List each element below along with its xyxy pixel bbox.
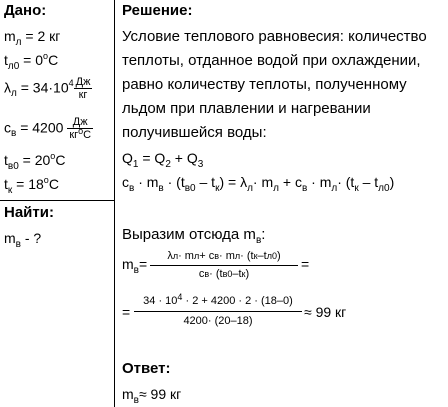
given-ice-mass: $m_л = 2$ кг <box>4 28 61 48</box>
solution-text-line-5: получившейся воды: <box>122 124 267 141</box>
answer-value: $m_в\approx 99$ кг <box>122 386 182 406</box>
find-water-mass: $m_в$ - ? <box>4 230 42 250</box>
formula-numerator: λл· mл+ cв· mл· (tк–tл0) <box>167 250 281 262</box>
given-find-divider <box>0 200 114 201</box>
answer-heading: Ответ: <box>122 360 171 377</box>
given-heading: Дано: <box>4 2 47 19</box>
given-water-temp: $t_{в0} = 20^oC$ <box>4 151 66 172</box>
given-ice-temp: $t_{л0} = 0^oC$ <box>4 51 59 72</box>
expanded-equation: $c_в \cdot m_в \cdot (t_{в0} - t_к) = \lambda_л\cdot m_л + c_в \cdot m_л\cdot (t_к - t_{л0})$ <box>122 174 395 194</box>
solution-text-line-1: Условие теплового равновесия: количество <box>122 28 427 45</box>
formula-end-equals: = <box>301 256 310 272</box>
numeric-fraction-bar <box>134 311 302 312</box>
solution-text-line-3: равно количеству теплоты, полученному <box>122 76 407 93</box>
numeric-denominator: 4200· (20–18) <box>183 315 253 327</box>
solution-text-line-2: теплоты, отданное водой при охлаждении, <box>122 52 421 69</box>
heat-balance-equation: $Q_1 = Q_2 + Q_3$ <box>122 150 204 170</box>
numeric-numerator: $34 \cdot 10^4 \cdot 2 + 4200 \cdot 2 \cdot (18-0)$ <box>143 292 293 307</box>
given-lambda: $\lambda_л = 34\cdot 10^4$ $\frac{Дж}{кг}$ <box>4 76 91 102</box>
formula-lhs: $m_в=$ <box>122 256 148 276</box>
given-final-temp: $t_к = 18^oC$ <box>4 175 59 196</box>
express-text: Выразим отсюда $m_в$: <box>122 226 266 246</box>
numeric-result: ≈ 99 кг <box>304 304 347 320</box>
find-heading: Найти: <box>4 204 54 221</box>
formula-denominator: cв· (tв0–tк) <box>198 268 250 280</box>
numeric-equals: = <box>122 304 131 320</box>
solution-heading: Решение: <box>122 2 193 19</box>
solution-text-line-4: льдом при плавлении и нагревании <box>122 100 371 117</box>
given-water-heat: $c_в = 4200$ $\frac{Дж}{кг^oC}$ <box>4 116 92 142</box>
formula-fraction-bar <box>150 265 298 266</box>
column-divider <box>114 0 115 407</box>
